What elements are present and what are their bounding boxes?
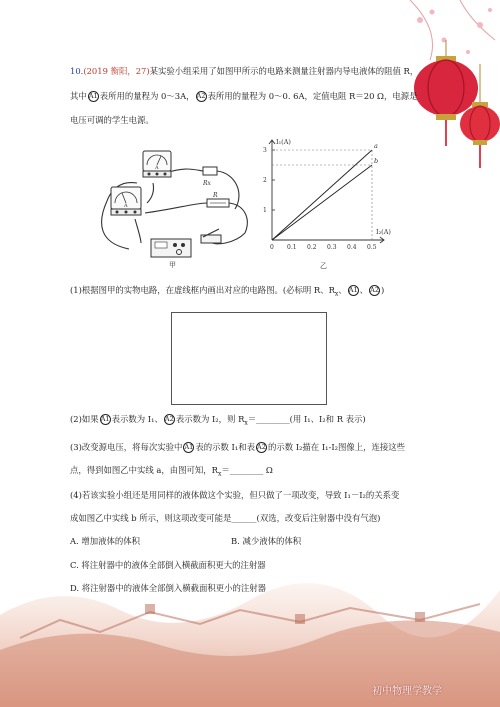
y-tick-label: 3: [263, 147, 267, 154]
part3-line2-end: ＝________ Ω: [221, 465, 273, 475]
ammeter-a2-symbol: A2: [196, 92, 206, 100]
series-line-a: [272, 150, 372, 240]
intro-text-2b: 表所用的量程为 0～3A，: [99, 91, 195, 101]
x-tick-label: 0: [270, 244, 274, 251]
meter-left-label: A: [124, 203, 128, 209]
part3-line2-text: 点，得到如图乙中实线 a，由图可知，R: [70, 465, 218, 475]
graph-caption: 乙: [320, 262, 327, 270]
y-tick-label: 1: [263, 207, 267, 214]
circuit-figure: [95, 143, 255, 268]
ammeter-top-icon: [143, 151, 171, 177]
part1-sub: x: [334, 290, 339, 298]
question-intro-line2: [70, 90, 418, 102]
part2-a2-symbol: A2: [164, 415, 174, 423]
part3-line1: [70, 441, 405, 453]
watermark-text: 初中物理学教学: [372, 686, 442, 697]
x-axis-label: I₂(A): [376, 228, 391, 236]
series-line-b: [272, 165, 372, 240]
part1-a1-symbol: A1: [348, 286, 358, 294]
rx-label: Rx: [203, 180, 211, 187]
part1-text: [70, 284, 384, 301]
part1-a2-symbol: A2: [370, 286, 379, 294]
part2-text: [70, 413, 366, 430]
option-a[interactable]: A. 增加液体的体积: [70, 536, 140, 546]
ammeter-a1-symbol: A1: [88, 92, 98, 100]
part3-b: 表的示数 I₁和表: [195, 442, 255, 452]
resistor-rx-icon: [202, 167, 217, 187]
x-tick-label: 0.5: [367, 244, 377, 251]
power-supply-icon: [151, 239, 191, 257]
y-axis-label: I₁(A): [276, 138, 291, 146]
question-number: 10.: [70, 66, 84, 76]
ammeter-left-icon: [111, 187, 141, 215]
part3-c: 的示数 I₂描在 I₁-I₂图像上，连接这些: [267, 442, 405, 452]
option-c[interactable]: C. 将注射器中的液体全部倒入横截面积更大的注射器: [70, 560, 266, 570]
resistor-r-icon: [207, 192, 229, 207]
part2-a: (2)如果: [70, 414, 99, 424]
y-tick-label: 2: [263, 177, 267, 184]
series-label-a: a: [374, 142, 378, 150]
circuit-answer-box[interactable]: [171, 312, 327, 405]
intro-text-3: 电压可调的学生电源。: [70, 115, 154, 125]
part2-sub: x: [244, 419, 248, 427]
r-label: R: [213, 192, 218, 199]
part2-c: 表示数为 I₂，则 R: [175, 414, 245, 424]
question-source: (2019 衡阳，27): [83, 66, 150, 76]
x-tick-label: 0.3: [327, 244, 337, 251]
x-tick-label: 0.1: [287, 244, 297, 251]
circuit-caption: 甲: [169, 261, 176, 268]
part1-sep: 、: [359, 285, 369, 295]
x-tick-label: 0.2: [307, 244, 317, 251]
part1-end: ): [381, 285, 385, 295]
x-tick-label: 0.4: [347, 244, 357, 251]
great-wall-background: [0, 520, 500, 707]
meter-top-label: A: [155, 165, 159, 171]
part2-a1-symbol: A1: [100, 415, 110, 423]
intro-text-1: 某实验小组采用了如图甲所示的电路来测量注射器内导电液体的阻值 R，: [149, 66, 419, 76]
intro-text-2a: 其中: [70, 91, 87, 101]
part3-a: (3)改变源电压，将每次实验中: [70, 442, 183, 452]
part3-sub: x: [217, 470, 222, 478]
part3-a1-symbol: A1: [184, 443, 194, 451]
graph-figure: [258, 134, 398, 274]
part1-tail: 、: [338, 285, 347, 295]
option-d[interactable]: D. 将注射器中的液体全部倒入横截面积更小的注射器: [70, 583, 266, 593]
part3-a2-symbol: A2: [257, 443, 266, 451]
part3-line2: [70, 464, 273, 481]
intro-text-2c: 表所用的量程为 0～0. 6A，定值电阻 R＝20 Ω，电源是: [207, 91, 418, 101]
part2-d: ＝________(用 I₁、I₂和 R 表示): [247, 414, 366, 424]
series-label-b: b: [374, 157, 379, 165]
part2-b: 表示数为 I₁、: [111, 414, 163, 424]
part4-line2: 成如图乙中实线 b 所示，则这项改变可能是______(双选，改变后注射器中没有气泡): [70, 513, 381, 523]
question-intro-line1: [70, 65, 418, 77]
option-b[interactable]: B. 减少液体的体积: [231, 536, 302, 546]
part1-main: (1)根据图甲的实物电路，在虚线框内画出对应的电路图。(必标明 R、R: [70, 285, 335, 295]
switch-icon: [201, 229, 221, 243]
part4-line1: (4)若该实验小组还是用同样的液体做这个实验，但只做了一项改变，导致 I₁－I₂的关系变: [70, 490, 400, 500]
